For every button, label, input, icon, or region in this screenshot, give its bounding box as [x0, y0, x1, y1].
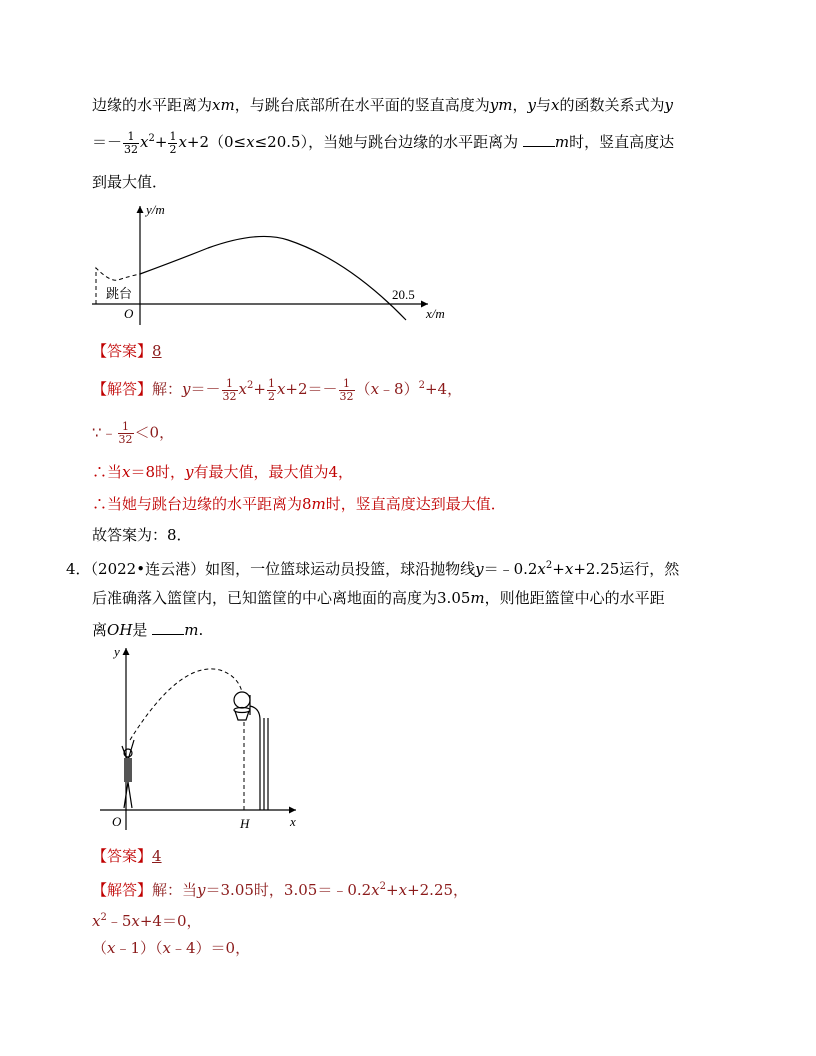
q3-solution-1: 【解答】解：y＝－ $\frac{1}{32}$ $x^2+$ $\frac{1}{2}$ x+2＝－ $\frac{1}{32}$ （x﹣8）$^2$+4，	[92, 376, 463, 403]
fraction: $\frac{1}{32}$	[222, 376, 237, 403]
h-label: H	[240, 816, 250, 831]
fraction: $\frac{1}{32}$	[124, 129, 139, 156]
q4-solution-1: 【解答】解：当y＝3.05时，$3.05=﹣0.2x^2+x+2.25$，	[92, 881, 469, 899]
y-axis-label: y	[114, 644, 120, 659]
answer-blank	[523, 132, 555, 147]
fraction: $\frac{1}{32}$	[339, 376, 354, 403]
q3-solution-3: ∴当x＝8时，y有最大值，最大值为4，	[92, 463, 354, 481]
answer-blank	[152, 620, 184, 635]
q3-solution-5: 故答案为：8．	[92, 526, 192, 544]
fraction: $\frac{1}{2}$	[169, 129, 177, 156]
ski-jump-figure	[88, 200, 468, 330]
player-figure	[122, 740, 134, 808]
origin-label: O	[112, 814, 122, 829]
q4-text-line-1: 4．（2022•连云港）如图，一位篮球运动员投篮，球沿抛物线$y=﹣0.2x^2+x+2.25$运行，然	[66, 560, 680, 578]
q4-answer: 【答案】4	[92, 847, 162, 865]
fraction: $\frac{1}{2}$	[267, 376, 275, 403]
q3-text-line-3: 到最大值．	[92, 173, 168, 191]
q3-answer: 【答案】8	[92, 342, 162, 360]
origin-label: O	[124, 306, 134, 321]
basketball-figure	[100, 640, 320, 840]
q4-solution-3: （x﹣1）（x﹣4）＝0，	[92, 939, 251, 957]
ball-trajectory	[130, 669, 242, 740]
q3-solution-2: ∵﹣ $\frac{1}{32}$ ＜0，	[92, 420, 175, 446]
q4-text-line-2: 后准确落入篮筐内，已知篮筐的中心离地面的高度为3.05m，则他距篮筐中心的水平距	[92, 589, 665, 607]
q3-text-line-1: 边缘的水平距离为xm，与跳台底部所在水平面的竖直高度为ym，y与x的函数关系式为y	[92, 96, 673, 114]
q4-text-line-3: 离OH是 m.	[92, 621, 204, 639]
y-axis-label: y/m	[146, 202, 165, 217]
x-end-label: 20.5	[392, 287, 415, 302]
fraction: $\frac{1}{32}$	[118, 420, 133, 446]
trajectory-curve	[140, 236, 406, 320]
x-axis-label: x/m	[426, 306, 445, 321]
x-axis-label: x	[290, 814, 296, 829]
q4-solution-2: $x^2﹣5x+4=0$，	[92, 912, 202, 930]
q3-solution-4: ∴当她与跳台边缘的水平距离为8m时，竖直高度达到最大值．	[92, 495, 506, 513]
q3-text-line-2: ＝－ $\frac{1}{32}$ $x^2+$ $\frac{1}{2}$ x+2（0≤x≤20.5），当她与跳台边缘的水平距离为 m时，竖直高度达	[92, 129, 675, 156]
platform-label: 跳台	[106, 286, 133, 301]
basketball-hoop	[234, 692, 268, 810]
